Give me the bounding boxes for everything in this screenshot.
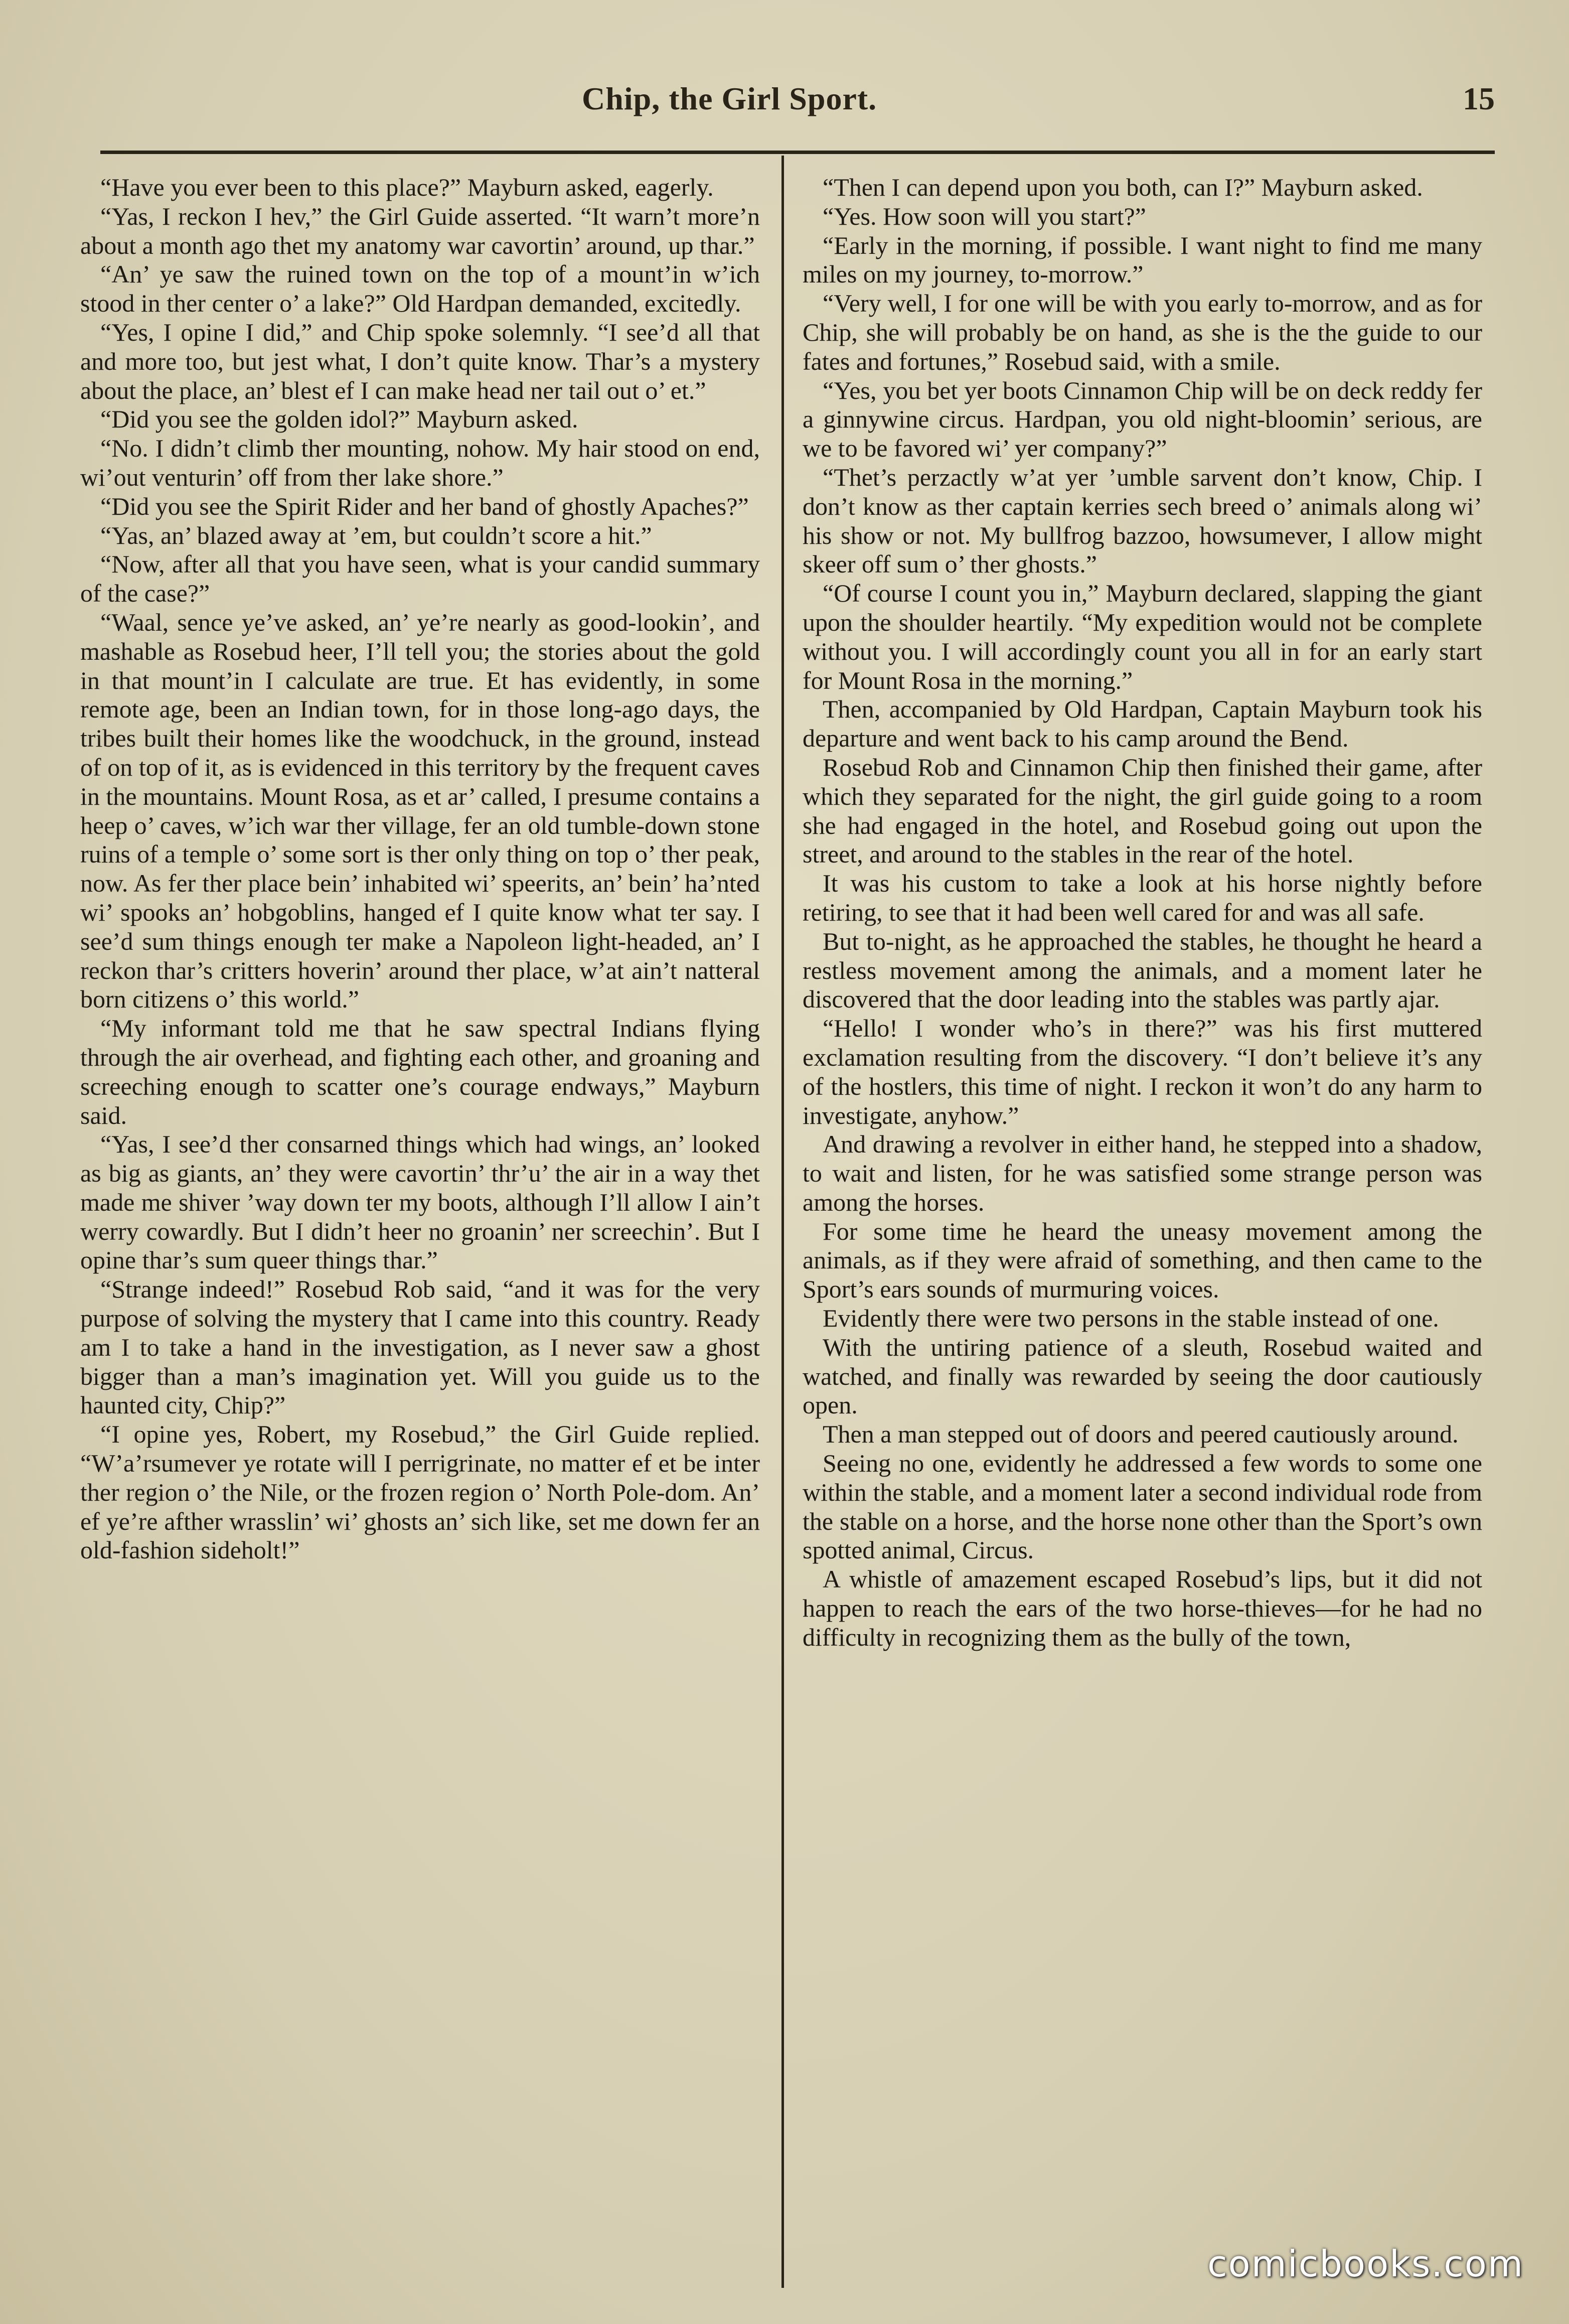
paragraph: “Yes, you bet yer boots Cinnamon Chip will be on deck reddy fer a ginnywine circus. Hardpan, you old night-bloomin’ serious, are we to be favored wi’ yer company?” <box>803 376 1482 463</box>
header-rule <box>100 151 1495 154</box>
paragraph: “Yes, I opine I did,” and Chip spoke solemnly. “I see’d all that and more too, but jest what, I don’t quite know. Thar’s a mystery about the place, an’ blest ef I can make head ner tail out o’ et.” <box>80 318 760 404</box>
paragraph: “Did you see the golden idol?” Mayburn asked. <box>100 405 578 433</box>
page-header <box>100 75 1495 135</box>
paragraph: “Have you ever been to this place?” Mayburn asked, eagerly. <box>100 173 714 201</box>
paragraph: “Very well, I for one will be with you early to-morrow, and as for Chip, she will probably be on hand, as she is the the guide to our fates and fortunes,” Rosebud said, with a smile. <box>803 289 1482 375</box>
paragraph: “Now, after all that you have seen, what is your candid summary of the case?” <box>80 550 760 608</box>
left-column <box>80 173 760 2255</box>
paragraph: “No. I didn’t climb ther mounting, nohow. My hair stood on end, wi’out venturin’ off from ther lake shore.” <box>80 434 760 491</box>
paragraph: “I opine yes, Robert, my Rosebud,” the Girl Guide replied. “W’a’rsumever ye rotate will I perrigrinate, no matter ef et be inter ther region o’ the Nile, or the frozen region o’ North Pole-dom. An’ ef ye’re afther wrasslin’ wi’ ghosts an’ sich like, set me down fer an old-fashion sideholt!” <box>80 1420 760 1564</box>
paragraph: “Hello! I wonder who’s in there?” was his first muttered exclamation resulting from the discovery. “I don’t believe it’s any of the hostlers, this time of night. I reckon it won’t do any harm to investigate, anyhow.” <box>803 1014 1482 1129</box>
paragraph: A whistle of amazement escaped Rosebud’s lips, but it did not happen to reach the ears of the two horse-thieves—for he had no difficulty in recognizing them as the bully of the town, <box>803 1565 1482 1651</box>
paragraph: “An’ ye saw the ruined town on the top of a mount’in w’ich stood in ther center o’ a lake?” Old Hardpan demanded, excitedly. <box>80 260 760 318</box>
paragraph: “Of course I count you in,” Mayburn declared, slapping the giant upon the shoulder heartily. “My expedition would not be complete without you. I will accordingly count you all in for an early start for Mount Rosa in the morning.” <box>803 579 1482 694</box>
paragraph: But to-night, as he approached the stables, he thought he heard a restless movement among the animals, and a moment later he discovered that the door leading into the stables was partly ajar. <box>803 927 1482 1013</box>
paragraph: Then a man stepped out of doors and peered cautiously around. <box>823 1420 1459 1448</box>
paragraph: “Yas, I reckon I hev,” the Girl Guide asserted. “It warn’t more’n about a month ago thet my anatomy war cavortin’ around, up thar.” <box>80 202 760 259</box>
paragraph: “Yas, I see’d ther consarned things which had wings, an’ looked as big as giants, an’ they were cavortin’ thr’u’ the air in a way thet made me shiver ’way down ter my boots, although I’ll allow I ain’t werry cowardly. But I didn’t heer no groanin’ ner screechin’. But I opine thar’s sum queer things thar.” <box>80 1130 760 1274</box>
right-column <box>803 173 1482 2255</box>
paragraph: “Then I can depend upon you both, can I?” Mayburn asked. <box>823 173 1423 201</box>
page-number: 15 <box>1463 81 1495 116</box>
paragraph: “Early in the morning, if possible. I want night to find me many miles on my journey, to-morrow.” <box>803 231 1482 288</box>
paragraph: “Strange indeed!” Rosebud Rob said, “and it was for the very purpose of solving the mystery that I came into this country. Ready am I to take a hand in the investigation, as I never saw a ghost bigger than a man’s imagination yet. Will you guide us to the haunted city, Chip?” <box>80 1275 760 1419</box>
paragraph: “Thet’s perzactly w’at yer ’umble sarvent don’t know, Chip. I don’t know as ther captain kerries sech breed o’ animals along wi’ his show or not. My bullfrog bazzoo, howsumever, I allow might skeer off sum o’ ther ghosts.” <box>803 463 1482 578</box>
paragraph: “Waal, sence ye’ve asked, an’ ye’re nearly as good-lookin’, and mashable as Rosebud heer, I’ll tell you; the stories about the gold in that mount’in I calculate are true. Et has evidently, in some remote age, been an Indian town, for in those long-ago days, the tribes built their homes like the woodchuck, in the ground, instead of on top of it, as is evidenced in this territory by the frequent caves in the mountains. Mount Rosa, as et ar’ called, I presume contains a heep o’ caves, w’ich war ther village, fer an old tumble-down stone ruins of a temple o’ some sort is ther only thing on top o’ ther peak, now. As fer ther place bein’ inhabited wi’ speerits, an’ bein’ ha’nted wi’ spooks an’ hobgoblins, hanged ef I quite know what ter say. I see’d sum things enough ter make a Napoleon light-headed, an’ I reckon thar’s critters hoverin’ around ther place, w’at ain’t natteral born citizens o’ this world.” <box>80 608 760 1013</box>
paragraph: “My informant told me that he saw spectral Indians flying through the air overhead, and fighting each other, and groaning and screeching enough to scatter one’s courage endways,” Mayburn said. <box>80 1014 760 1129</box>
paragraph: “Yes. How soon will you start?” <box>823 202 1146 230</box>
running-title: Chip, the Girl Sport. <box>582 81 877 116</box>
paragraph: Evidently there were two persons in the stable instead of one. <box>823 1304 1439 1333</box>
paragraph: Seeing no one, evidently he addressed a few words to some one within the stable, and a moment later a second individual rode from the stable on a horse, and the horse none other than the Sport’s own spotted animal, Circus. <box>803 1449 1482 1564</box>
paragraph: And drawing a revolver in either hand, he stepped into a shadow, to wait and listen, for he was satisfied some strange person was among the horses. <box>803 1130 1482 1216</box>
paragraph: “Yas, an’ blazed away at ’em, but couldn’t score a hit.” <box>100 521 652 549</box>
watermark: comicbooks.com <box>1207 2243 1524 2285</box>
paragraph: With the untiring patience of a sleuth, Rosebud waited and watched, and finally was rewarded by seeing the door cautiously open. <box>803 1333 1482 1419</box>
paragraph: It was his custom to take a look at his horse nightly before retiring, to see that it had been well cared for and was all safe. <box>803 869 1482 926</box>
paragraph: Then, accompanied by Old Hardpan, Captain Mayburn took his departure and went back to his camp around the Bend. <box>803 695 1482 753</box>
paragraph: “Did you see the Spirit Rider and her band of ghostly Apaches?” <box>100 492 749 520</box>
column-divider <box>781 156 784 2288</box>
paragraph: For some time he heard the uneasy movement among the animals, as if they were afraid of something, and then came to the Sport’s ears sounds of murmuring voices. <box>803 1217 1482 1303</box>
paragraph: Rosebud Rob and Cinnamon Chip then finished their game, after which they separated for the night, the girl guide going to a room she had engaged in the hotel, and Rosebud going out upon the street, and around to the stables in the rear of the hotel. <box>803 753 1482 868</box>
